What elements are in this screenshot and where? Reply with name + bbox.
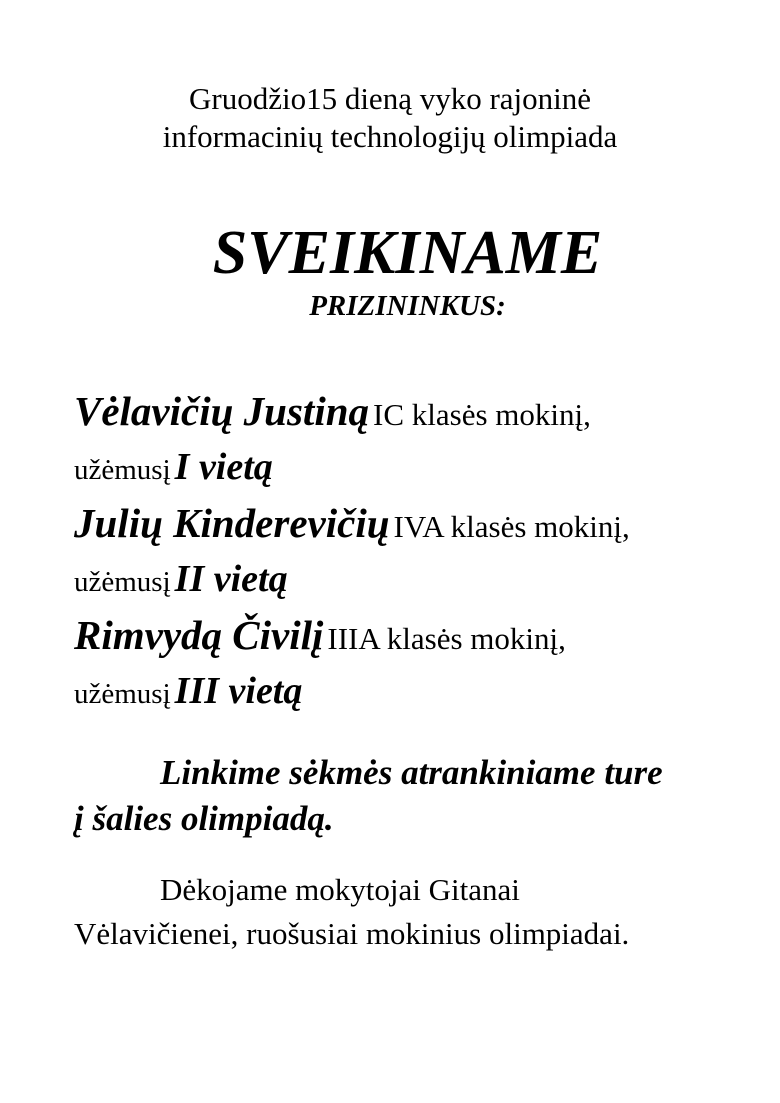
winner-entry <box>74 607 764 719</box>
thanks-line-2: Vėlavičienei, ruošusiai mokinius olimpiadai. <box>74 916 630 951</box>
thanks-paragraph <box>74 868 764 956</box>
place-prefix: užėmusį <box>74 566 171 598</box>
winner-name: Rimvydą Čivilį <box>74 612 324 658</box>
headline: SVEIKINAME <box>212 219 603 287</box>
wish-paragraph <box>74 750 764 842</box>
thanks-line-1: Dėkojame mokytojai Gitanai <box>160 872 520 907</box>
winner-name-line <box>74 495 764 551</box>
winner-entry <box>74 495 764 607</box>
wish-line-1: Linkime sėkmės atrankiniame ture <box>160 753 663 792</box>
winner-place-line <box>74 551 764 607</box>
winner-entry <box>74 383 764 495</box>
intro-text <box>0 80 780 156</box>
winner-class: IC klasės mokinį, <box>373 397 591 432</box>
place-prefix: užėmusį <box>74 678 171 710</box>
intro-line-1: Gruodžio15 dieną vyko rajoninė <box>188 81 592 116</box>
winner-name: Vėlavičių Justiną <box>74 388 370 434</box>
winner-class: IVA klasės mokinį, <box>393 509 630 544</box>
winner-name-line <box>74 383 764 439</box>
place-text: I vietą <box>174 446 273 488</box>
winner-name-line <box>74 607 764 663</box>
subheadline: PRIZININKUS: <box>309 290 506 322</box>
winners-list <box>74 383 764 719</box>
winner-place-line <box>74 663 764 719</box>
place-text: III vietą <box>174 670 303 712</box>
winner-class: IIIA klasės mokinį, <box>327 621 566 656</box>
place-text: II vietą <box>174 558 288 600</box>
wish-line-2: į šalies olimpiadą. <box>74 799 334 838</box>
intro-line-2: informacinių technologijų olimpiada <box>162 119 618 154</box>
winner-place-line <box>74 439 764 495</box>
place-prefix: užėmusį <box>74 454 171 486</box>
winner-name: Julių Kinderevičių <box>74 500 390 546</box>
